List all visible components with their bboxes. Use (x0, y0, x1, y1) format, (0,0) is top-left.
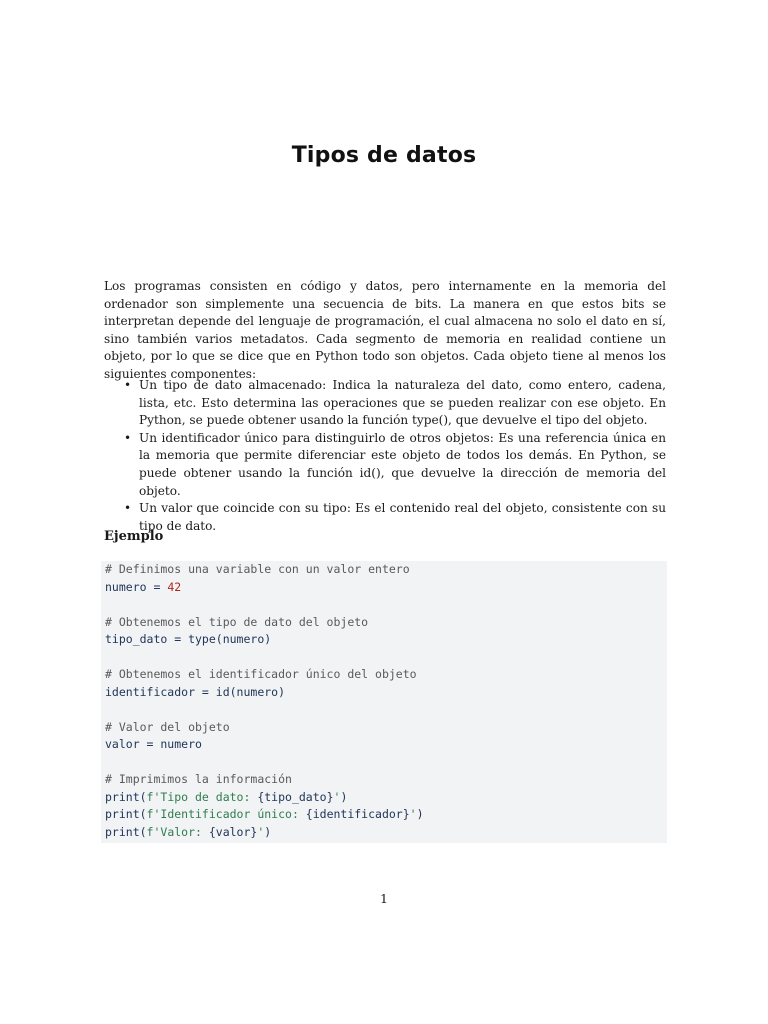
code-line (105, 789, 663, 807)
code-line (105, 614, 663, 632)
code-line (105, 684, 663, 702)
code-function: print( (105, 789, 147, 804)
list-item (104, 500, 666, 535)
code-statement: tipo_dato = type(numero) (105, 632, 272, 646)
code-line (105, 666, 663, 684)
code-comment: # Obtenemos el tipo de dato del objeto (105, 614, 369, 629)
components-list (104, 377, 666, 535)
code-string: f'Valor: (146, 824, 209, 839)
code-line (105, 561, 663, 579)
list-item-text: Un identificador único para distinguirlo de otros objetos: Es una referencia única en la memoria que permite diferenciar este objeto de todos los demás. En Python, se puede obtener usando la función id(), que devuelve la dirección de memoria del objeto. (139, 430, 666, 498)
code-string: ' (257, 824, 265, 839)
code-line (105, 806, 663, 824)
code-string: f'Tipo de dato: (146, 789, 258, 804)
list-item-text: Un tipo de dato almacenado: Indica la naturaleza del dato, como entero, cadena, lista, etc. Esto determina las operaciones que se pueden realizar con ese objeto. En Python, se puede obtener usando la función type(), que devuelve el tipo del objeto. (139, 378, 666, 428)
example-heading: Ejemplo (104, 529, 164, 544)
code-string: f'Identificador único: (146, 807, 306, 821)
code-comment: # Imprimimos la información (105, 772, 292, 786)
code-line (105, 579, 663, 597)
page-number: 1 (380, 891, 388, 906)
code-line (105, 771, 663, 789)
list-item (104, 377, 666, 430)
code-number: 42 (167, 579, 182, 594)
code-line (105, 824, 663, 842)
code-function: print( (105, 807, 147, 821)
code-function: print( (105, 824, 147, 839)
intro-paragraph: Los programas consisten en código y datos, pero internamente en la memoria del ordenador son simplemente una secuencia de bits. La manera en que estos bits se interpretan depende del lenguaje de programación, el cual almacena no solo el dato en sí, sino también varios metadatos. Cada segmento de memoria en realidad contiene un objeto, por lo que se dice que en Python todo son objetos. Cada objeto tiene al menos los siguientes componentes: (104, 279, 666, 381)
code-operator: = (146, 579, 168, 594)
code-block (101, 561, 667, 843)
code-line (105, 631, 663, 649)
code-variable: {valor} (208, 824, 258, 839)
code-comment: # Obtenemos el identificador único del objeto (105, 667, 417, 681)
code-blank-line (105, 596, 663, 614)
page-title: Tipos de datos (291, 143, 477, 168)
code-paren: ) (340, 789, 348, 804)
code-blank-line (105, 649, 663, 667)
code-statement: identificador = id(numero) (105, 684, 286, 699)
code-string: ' (409, 807, 417, 821)
code-string: ' (333, 789, 341, 804)
code-paren: ) (264, 824, 272, 839)
code-comment: # Valor del objeto (105, 719, 230, 734)
list-item (104, 430, 666, 500)
code-line (105, 736, 663, 754)
code-line (105, 719, 663, 737)
code-blank-line (105, 701, 663, 719)
code-variable: {tipo_dato} (257, 789, 334, 804)
code-variable: numero (105, 579, 147, 594)
code-paren: ) (416, 807, 424, 821)
code-blank-line (105, 754, 663, 772)
bullet-icon: • (124, 378, 132, 392)
code-statement: valor = numero (105, 737, 202, 751)
code-comment: # Definimos una variable con un valor entero (105, 562, 410, 576)
bullet-icon: • (124, 501, 132, 516)
list-item-text: Un valor que coincide con su tipo: Es el contenido real del objeto, consistente con su tipo de dato. (139, 501, 666, 533)
bullet-icon: • (124, 430, 132, 445)
code-variable: {identificador} (305, 807, 410, 821)
